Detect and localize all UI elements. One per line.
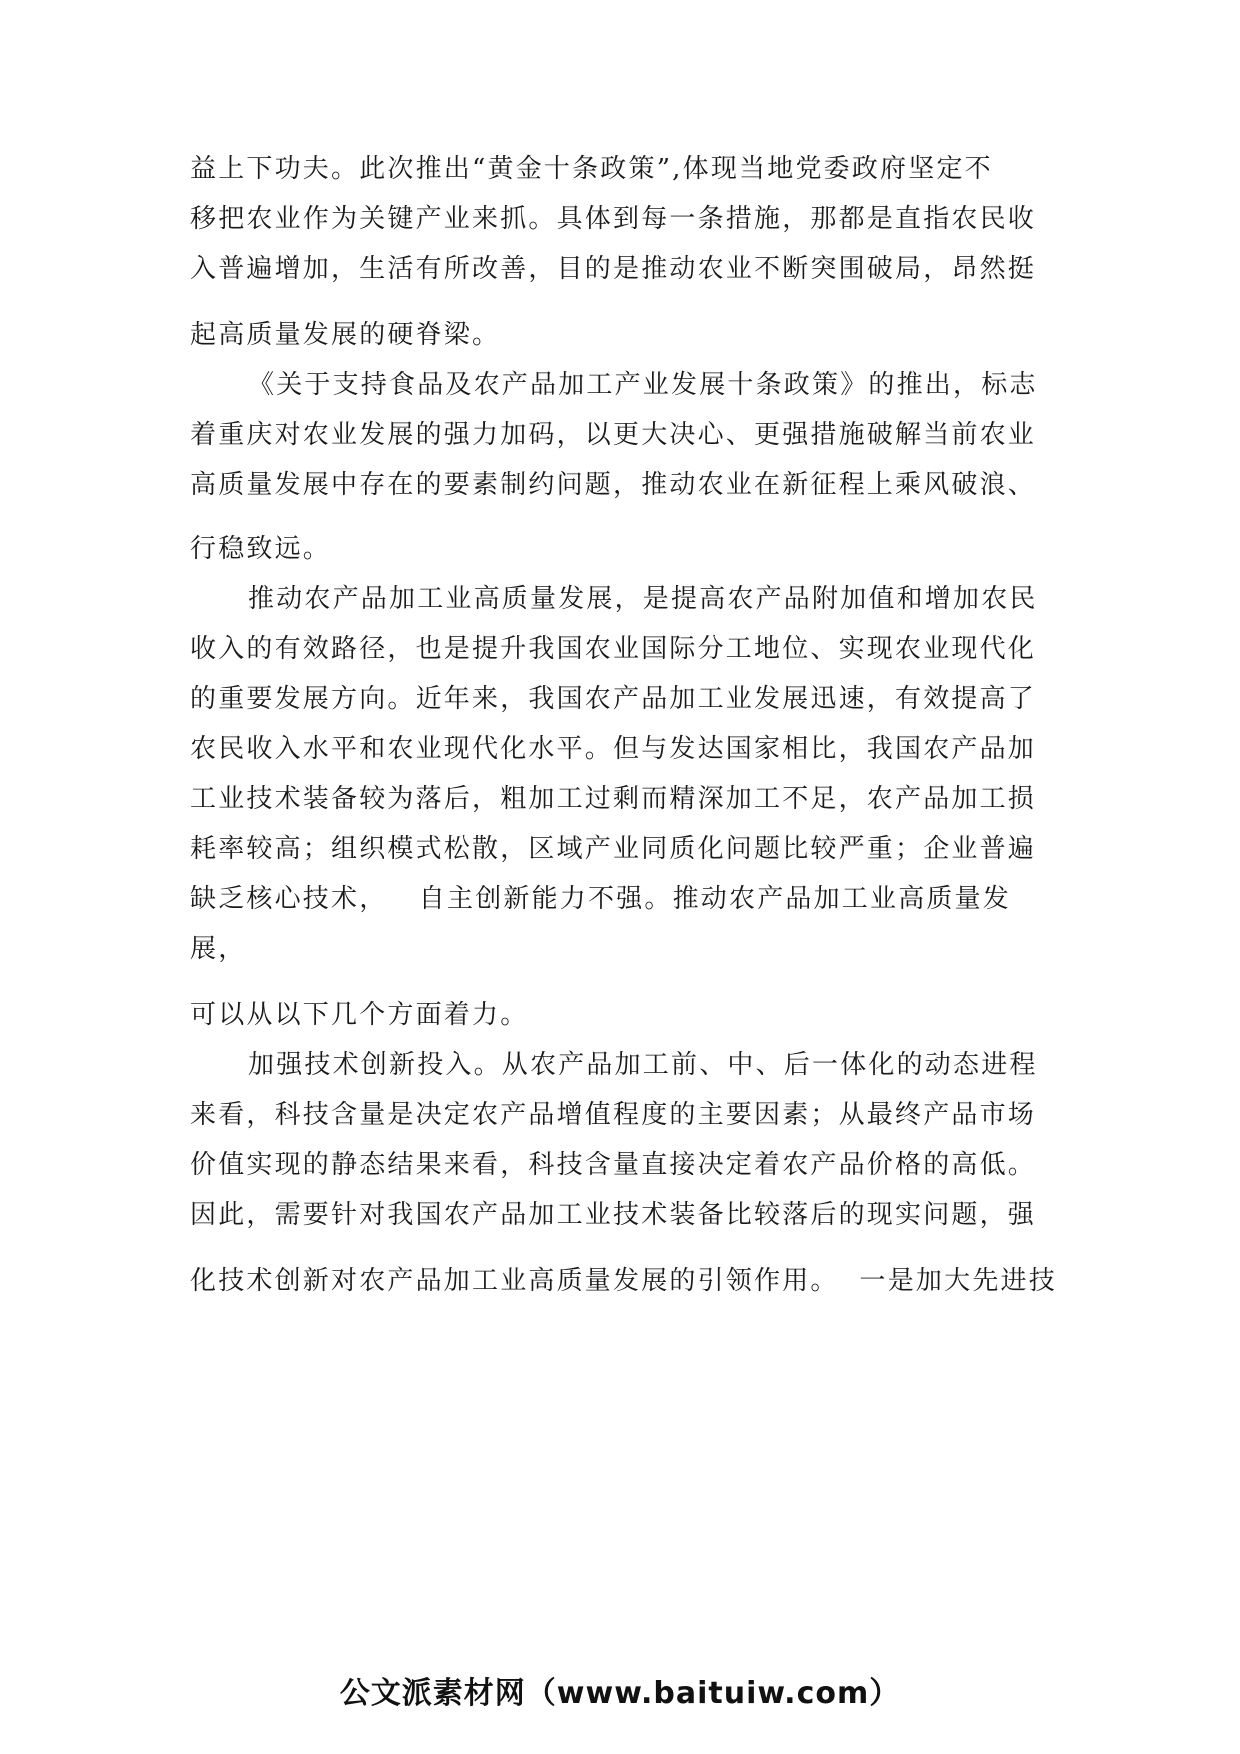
text-line: 移把农业作为关键产业来抓。具体到每一条措施，那都是直指农民收	[190, 204, 1037, 234]
text-line: 展，	[190, 934, 247, 964]
text-line: 价值实现的静态结果来看，科技含量直接决定着农产品价格的高低。	[190, 1150, 1037, 1180]
text-line: 益上下功夫。此次推出“黄金十条政策”,体现当地党委政府坚定不	[190, 154, 993, 184]
text-line: 来看，科技含量是决定农产品增值程度的主要因素；从最终产品市场	[190, 1100, 1037, 1130]
paragraph-start-line: 加强技术创新投入。从农产品加工前、中、后一体化的动态进程	[248, 1050, 1038, 1080]
paragraph-start-line: 《关于支持食品及农产品加工产业发展十条政策》的推出，标志	[248, 370, 1038, 400]
text-line: 工业技术装备较为落后，粗加工过剩而精深加工不足，农产品加工损	[190, 784, 1037, 814]
text-line: 因此，需要针对我国农产品加工业技术装备比较落后的现实问题，强	[190, 1200, 1037, 1230]
text-line: 农民收入水平和农业现代化水平。但与发达国家相比，我国农产品加	[190, 734, 1037, 764]
text-line: 行稳致远。	[190, 534, 332, 564]
text-line: 收入的有效路径，也是提升我国农业国际分工地位、实现农业现代化	[190, 634, 1037, 664]
text-line: 可以从以下几个方面着力。	[190, 1000, 529, 1030]
text-line: 缺乏核心技术， 自主创新能力不强。推动农产品加工业高质量发	[190, 884, 1011, 914]
text-line: 的重要发展方向。近年来，我国农产品加工业发展迅速，有效提高了	[190, 684, 1037, 714]
text-line: 耗率较高；组织模式松散，区域产业同质化问题比较严重；企业普遍	[190, 834, 1037, 864]
text-line: 高质量发展中存在的要素制约问题，推动农业在新征程上乘风破浪、	[190, 470, 1037, 500]
paragraph-start-line: 推动农产品加工业高质量发展，是提高农产品附加值和增加农民	[248, 584, 1038, 614]
text-line: 化技术创新对农产品加工业高质量发展的引领作用。 一是加大先进技	[190, 1266, 1057, 1296]
text-line: 起高质量发展的硬脊梁。	[190, 320, 501, 350]
text-line: 着重庆对农业发展的强力加码，以更大决心、更强措施破解当前农业	[190, 420, 1037, 450]
footer-watermark: 公文派素材网（www.baituiw.com）	[339, 1676, 901, 1711]
text-line: 入普遍增加，生活有所改善，目的是推动农业不断突围破局，昂然挺	[190, 254, 1037, 284]
